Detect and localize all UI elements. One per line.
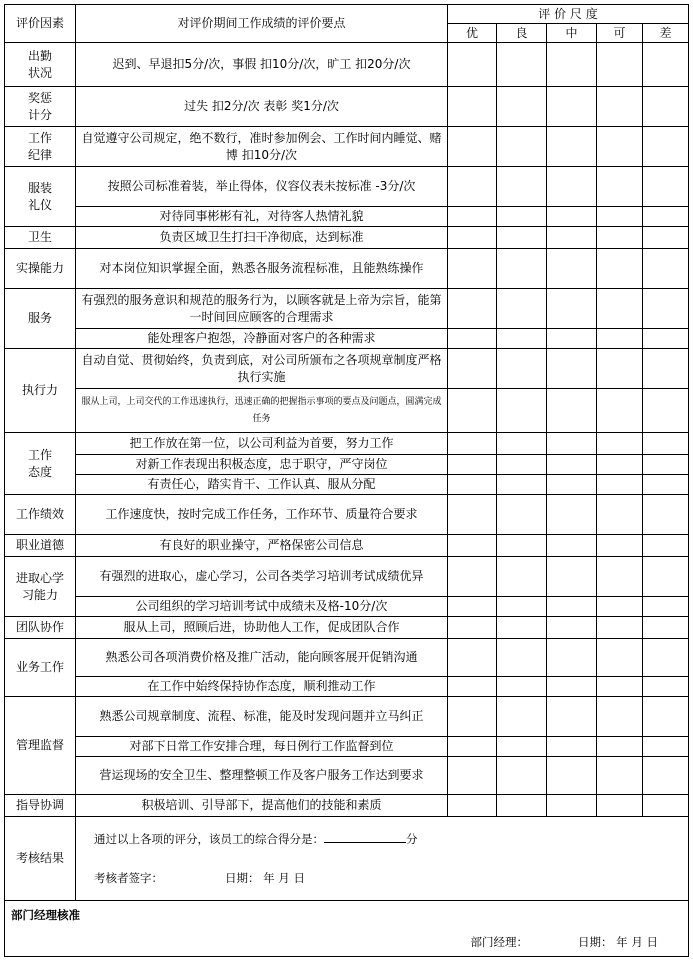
header-criteria: 对评价期间工作成绩的评价要点 [76,5,448,43]
table-row [5,389,689,433]
score-cell[interactable] [448,249,497,289]
score-cell[interactable] [448,349,497,389]
criteria-cell: 过失 扣2分/次 表彰 奖1分/次 [76,87,448,127]
score-cell[interactable] [597,475,643,495]
factor-cell: 服装 礼仪 [5,167,76,227]
score-cell[interactable] [597,389,643,433]
score-cell[interactable] [597,639,643,677]
score-cell[interactable] [547,127,597,167]
criteria-cell: 熟悉公司规章制度、流程、标准，能及时发现问题并立马纠正 [76,697,448,737]
table-row [5,639,689,677]
score-cell[interactable] [497,597,547,617]
score-cell[interactable] [597,43,643,87]
score-prefix: 通过以上各项的评分，该员工的综合得分是： [94,832,324,846]
score-cell[interactable] [497,389,547,433]
score-cell[interactable] [497,207,547,227]
score-cell[interactable] [497,227,547,249]
criteria-cell: 能处理客户抱怨，冷静面对客户的各种需求 [76,329,448,349]
factor-cell: 工作绩效 [5,495,76,535]
table-row [5,433,689,455]
score-cell[interactable] [643,737,689,757]
table-row [5,597,689,617]
criteria-cell: 对本岗位知识掌握全面，熟悉各服务流程标准，且能熟练操作 [76,249,448,289]
score-cell[interactable] [497,249,547,289]
score-cell[interactable] [643,617,689,639]
score-cell[interactable] [643,289,689,329]
result-date: 日期： 年 月 日 [225,871,305,885]
score-cell[interactable] [547,329,597,349]
score-cell[interactable] [547,43,597,87]
table-row [5,737,689,757]
criteria-cell: 自觉遵守公司规定，绝不数行，准时参加例会、工作时间内睡觉、赌博 扣10分/次 [76,127,448,167]
level-average: 中 [547,24,597,43]
score-cell[interactable] [547,227,597,249]
table-row [5,535,689,557]
score-cell[interactable] [547,167,597,207]
score-cell[interactable] [643,329,689,349]
criteria-cell: 有强烈的服务意识和规范的服务行为，以顾客就是上帝为宗旨，能第一时间回应顾客的合理需求 [76,289,448,329]
level-fair: 可 [597,24,643,43]
criteria-cell: 有责任心，踏实肯干、工作认真、服从分配 [76,475,448,495]
score-cell[interactable] [497,697,547,737]
score-cell[interactable] [448,677,497,697]
score-cell[interactable] [448,87,497,127]
table-row [5,495,689,535]
score-cell[interactable] [643,495,689,535]
score-cell[interactable] [547,455,597,475]
score-cell[interactable] [597,597,643,617]
result-content [76,817,689,901]
score-cell[interactable] [597,757,643,795]
score-cell[interactable] [448,475,497,495]
score-cell[interactable] [643,677,689,697]
table-row [5,617,689,639]
score-cell[interactable] [547,87,597,127]
score-cell[interactable] [448,127,497,167]
score-cell[interactable] [597,737,643,757]
score-cell[interactable] [643,535,689,557]
score-cell[interactable] [643,597,689,617]
score-cell[interactable] [497,737,547,757]
factor-cell: 工作 纪律 [5,127,76,167]
header-factor: 评价因素 [5,5,76,43]
table-row [5,349,689,389]
score-blank[interactable] [324,830,406,843]
table-row [5,289,689,329]
table-row [5,757,689,795]
score-cell[interactable] [547,757,597,795]
score-cell[interactable] [643,227,689,249]
score-cell[interactable] [643,639,689,677]
score-cell[interactable] [643,757,689,795]
score-cell[interactable] [497,87,547,127]
score-cell[interactable] [597,433,643,455]
level-poor: 差 [643,24,689,43]
factor-cell: 业务工作 [5,639,76,697]
score-cell[interactable] [643,475,689,495]
score-cell[interactable] [597,249,643,289]
score-cell[interactable] [497,455,547,475]
score-cell[interactable] [547,557,597,597]
score-cell[interactable] [448,167,497,207]
table-row [5,43,689,87]
factor-cell: 职业道德 [5,535,76,557]
criteria-cell: 服从上司，照顾后进，协助他人工作，促成团队合作 [76,617,448,639]
score-cell[interactable] [643,795,689,817]
score-cell[interactable] [497,757,547,795]
score-cell[interactable] [643,349,689,389]
score-cell[interactable] [643,167,689,207]
score-cell[interactable] [547,495,597,535]
score-cell[interactable] [547,737,597,757]
criteria-cell: 对新工作表现出积极态度，忠于职守，严守岗位 [76,455,448,475]
score-cell[interactable] [597,349,643,389]
score-cell[interactable] [497,795,547,817]
criteria-cell: 营运现场的安全卫生、整理整顿工作及客户服务工作达到要求 [76,757,448,795]
table-row [5,557,689,597]
criteria-cell: 有强烈的进取心，虚心学习，公司各类学习培训考试成绩优异 [76,557,448,597]
score-cell[interactable] [497,535,547,557]
table-row [5,329,689,349]
criteria-cell: 有良好的职业操守，严格保密公司信息 [76,535,448,557]
score-cell[interactable] [448,43,497,87]
factor-cell: 指导协调 [5,795,76,817]
score-cell[interactable] [497,475,547,495]
criteria-cell: 迟到、早退扣5分/次，事假 扣10分/次，旷工 扣20分/次 [76,43,448,87]
level-good: 良 [497,24,547,43]
score-cell[interactable] [448,757,497,795]
score-cell[interactable] [448,597,497,617]
score-cell[interactable] [643,207,689,227]
approval-title: 部门经理核准 [11,908,80,922]
score-cell[interactable] [597,795,643,817]
score-cell[interactable] [547,597,597,617]
score-cell[interactable] [448,455,497,475]
score-cell[interactable] [597,535,643,557]
score-cell[interactable] [597,495,643,535]
table-row [5,455,689,475]
criteria-cell: 按照公司标准着装，举止得体，仪容仪表未按标准 -3分/次 [76,167,448,207]
factor-cell: 工作 态度 [5,433,76,495]
score-cell[interactable] [547,349,597,389]
table-row [5,207,689,227]
score-cell[interactable] [497,495,547,535]
score-cell[interactable] [597,207,643,227]
signer-label: 考核者签字： [94,871,163,885]
approval-date: 日期： 年 月 日 [578,935,658,949]
score-cell[interactable] [497,677,547,697]
score-cell[interactable] [547,639,597,677]
score-cell[interactable] [643,697,689,737]
criteria-cell: 服从上司，上司交代的工作迅速执行，迅速正确的把握指示事项的要点及问题点，圆满完成任务 [76,389,448,433]
score-cell[interactable] [547,249,597,289]
criteria-cell: 工作速度快，按时完成工作任务，工作环节、质量符合要求 [76,495,448,535]
criteria-cell: 积极培训、引导部下，提高他们的技能和素质 [76,795,448,817]
score-unit: 分 [406,832,418,846]
score-cell[interactable] [448,617,497,639]
score-cell[interactable] [497,557,547,597]
score-cell[interactable] [547,207,597,227]
score-cell[interactable] [448,795,497,817]
score-cell[interactable] [597,227,643,249]
score-cell[interactable] [597,697,643,737]
score-cell[interactable] [547,433,597,455]
score-cell[interactable] [597,329,643,349]
score-cell[interactable] [497,617,547,639]
score-cell[interactable] [497,639,547,677]
criteria-cell: 把工作放在第一位，以公司利益为首要，努力工作 [76,433,448,455]
score-cell[interactable] [643,557,689,597]
approval-content [5,901,689,957]
criteria-cell: 对待同事彬彬有礼，对待客人热情礼貌 [76,207,448,227]
table-row [5,167,689,207]
factor-cell: 奖惩 计分 [5,87,76,127]
table-row [5,87,689,127]
score-cell[interactable] [448,535,497,557]
criteria-cell: 负责区域卫生打扫干净彻底，达到标准 [76,227,448,249]
score-cell[interactable] [448,697,497,737]
score-cell[interactable] [547,289,597,329]
level-excellent: 优 [448,24,497,43]
score-cell[interactable] [597,677,643,697]
score-cell[interactable] [497,43,547,87]
factor-cell: 实操能力 [5,249,76,289]
score-cell[interactable] [497,167,547,207]
header-scale: 评 价 尺 度 [448,5,689,24]
factor-cell: 进取心学 习能力 [5,557,76,617]
score-cell[interactable] [643,43,689,87]
approval-row [5,901,689,957]
score-cell[interactable] [448,639,497,677]
manager-label: 部门经理： [470,935,529,949]
score-cell[interactable] [597,289,643,329]
score-cell[interactable] [597,167,643,207]
score-cell[interactable] [597,127,643,167]
score-cell[interactable] [597,617,643,639]
score-cell[interactable] [643,127,689,167]
score-cell[interactable] [448,433,497,455]
score-cell[interactable] [547,475,597,495]
score-cell[interactable] [643,87,689,127]
factor-cell: 服务 [5,289,76,349]
table-row [5,697,689,737]
score-cell[interactable] [547,697,597,737]
result-row [5,817,689,901]
score-cell[interactable] [643,455,689,475]
score-cell[interactable] [497,329,547,349]
score-cell[interactable] [497,349,547,389]
criteria-cell: 熟悉公司各项消费价格及推广活动，能向顾客展开促销沟通 [76,639,448,677]
score-cell[interactable] [497,127,547,167]
score-cell[interactable] [448,495,497,535]
table-row [5,127,689,167]
score-cell[interactable] [448,389,497,433]
score-cell[interactable] [597,455,643,475]
score-cell[interactable] [643,389,689,433]
criteria-cell: 在工作中始终保持协作态度，顺利推动工作 [76,677,448,697]
score-cell[interactable] [448,329,497,349]
score-cell[interactable] [448,737,497,757]
score-cell[interactable] [643,433,689,455]
score-cell[interactable] [547,795,597,817]
criteria-cell: 自动自觉、贯彻始终，负责到底，对公司所颁布之各项规章制度严格执行实施 [76,349,448,389]
score-cell[interactable] [497,289,547,329]
table-row [5,475,689,495]
factor-cell: 卫生 [5,227,76,249]
score-cell[interactable] [547,535,597,557]
score-cell[interactable] [497,433,547,455]
score-cell[interactable] [448,227,497,249]
factor-cell: 团队协作 [5,617,76,639]
evaluation-table [4,4,689,957]
factor-cell: 执行力 [5,349,76,433]
factor-cell: 管理监督 [5,697,76,795]
score-cell[interactable] [597,87,643,127]
score-cell[interactable] [448,207,497,227]
score-cell[interactable] [547,389,597,433]
score-cell[interactable] [643,249,689,289]
score-cell[interactable] [597,557,643,597]
factor-cell: 出勤 状况 [5,43,76,87]
table-row [5,795,689,817]
score-cell[interactable] [448,289,497,329]
score-cell[interactable] [547,677,597,697]
score-cell[interactable] [448,557,497,597]
criteria-cell: 对部下日常工作安排合理，每日例行工作监督到位 [76,737,448,757]
table-row [5,677,689,697]
table-row [5,227,689,249]
table-row [5,249,689,289]
criteria-cell: 公司组织的学习培训考试中成绩未及格-10分/次 [76,597,448,617]
score-cell[interactable] [547,617,597,639]
result-label: 考核结果 [5,817,76,901]
